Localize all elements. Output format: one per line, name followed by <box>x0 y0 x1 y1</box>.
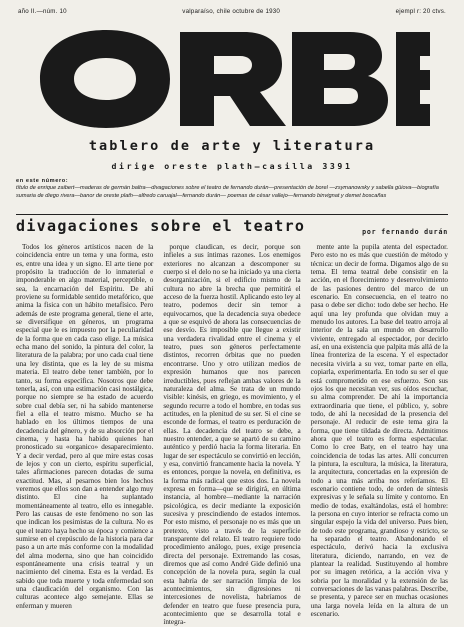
summary-text: título de enrique zaibert—maderas de germán baltra—divagaciones sobre el teatro de fernando durán—presentación de borel —zsymanowsky y sabella güiova—biografía sumaria de diego rivera—banor de oreste plath—alfredo caruajal—fernando durán— poemas de césar vallejo—fernando binvignat y demet boscañas <box>16 185 439 199</box>
place-date: valparaíso, chile octubre de 1930 <box>182 8 281 15</box>
issue-number: año II.—núm. 10 <box>18 8 67 15</box>
logo-letter-e <box>396 32 430 126</box>
logo-letter-b <box>292 32 388 126</box>
article-columns <box>16 243 448 627</box>
column-text: porque claudican, es decir, porque son infieles a sus íntimas razones. Los enemigos exteriores no alcanzan a descomponer su cuerpo si el delo no se ha iniciado ya una cierta desorganización, si el edificio mismo de la cultura no abre la brecha que permitirá el acceso de la fuerza hostil. Aplicando esto ley al teatro, podemos decir sin temor a equivocarnos, que la decadencia suya obedece a que se esquivó de ahora las consecuencias de ese desvío. Es imposible que llegue a existir una verdadera rivalidad entre el cinema y el teatro, pues son géneros perfectamente distintos, recorren órbitas que no pueden encontrarse. Uno y otro utilizan medios de expresión humanos que nos parecen irreductibles, pues reflejan ambas valores de la naturaleza del alma. Se trata de un mundo visible: kinésis, en griego, es movimiento, y el segundo recurre a todo el hombre, en todas sus actitudes, en la plenitud de su ser. Si el cine se esconde de formas, el teatro es perduración de ellas. La decadencia del teatro se debe, a nuestro entender, a que se apartó de su camino auténtico y perdió hacia la forma literaria. En lugar de ser espectáculo se convirtió en lección, y esa, convirtió francamente hacia la novela. Y es entonces, porque la novela, en definitiva, es la forma más radical que estos dos. La novela expresa en forma—que se dirigirá, en última instancia, al hombre—mediante la narración psicológica, es decir mediante la exposición sucesiva y prescindiendo de estados internos. Por esto mismo, el personaje no es más que un pretexto, visto a través de la superficie transparente del relato. El teatro requiere todo procedimiento análogo, pues, exige presencia directa del personaje. Extremando las cosas, diremos que así como André Gide definió una concepción de la novela pura, según la cual esta habría de ser narración limpia de los acontecimientos, sin digresiones ni intercesiones de novelista, habríamos de defender en teatro que fuese presencia pura, acontecimiento que se desarrolla total e íntegra- <box>163 243 301 627</box>
issue-summary <box>16 178 448 200</box>
logo-letter-r <box>180 32 286 126</box>
column-text: Todos los géneros artísticos nacen de la coincidencia entre un tema y una forma, esto es, entre una idea y un signo. El arte tiene por propósito la traducción de lo inmaterial e imponderable en algo material, perceptible, o sea, la encarnación del Espíritu. De ahí proviene su formidable sentido metafórico, que anima la fisica con un hábito metafísico. Pero además de este programa general, tiene el arte, se diversifique en géneros, un programa especial que le es impuesto por la peculiaridad de la forma que en cada caso elige. La música echa mano del sonido, la pintura del color, la literatura de la palabra; por uno cada cual tiene una ley distinta, que es la ley de su misma materia. El teatro debe tener también, por lo tanto, su forma específica. Nosotros que debe tenerla, así, con una estimación casi nostálgica, porque no siempre se ha estado de acuerdo sobre cual debía ser, ni ha sabido mantenerse fiel a ella el teatro mismo. Mucho se ha hablado en los últimos tiempos de una decadencia del género, y de su absorción por el cinema, y hasta ha habido quienes han pronosticado su «organico» desaparecimiento. Y a decir verdad, pero al que mire estas cosas de lejos y con un cierto, espíritu superficial, tales afirmaciones parecen dotadas de suma exactitud. Mas, al pesarnos bien los hechos veremos que ellos son dan a entender algo muy distinto. El cine ha suplantado momentáneamente al teatro, ello es innegable. Pero las causas de este fenómeno no son las que indican los pesimistas de la cultura. No es que el teatro haya hecho su época y comience a sumirse en el crepúsculo de la historia para dar paso a un arte más conforme con la modalidad del alma moderna, sino que han coincidido espontáneamente una crisis teatral y un nacimiento del cinema. Esta es la verdad. Es sabido que toda muerte y toda enfermedad son una claudicación del organismo. Con las culturas acontece algo semejante. Ellas se enferman y mueren <box>16 243 154 610</box>
issue-header-line <box>18 8 446 18</box>
article-column-3 <box>310 243 448 619</box>
article-title: divagaciones sobre el teatro <box>16 217 306 235</box>
article-byline: por fernando durán <box>362 228 448 236</box>
article-column-2 <box>163 243 301 627</box>
magazine-subtitle: tablero de arte y literatura <box>88 138 376 154</box>
divider-rule <box>16 214 448 215</box>
column-text: mente ante la pupila atenta del espectador. Pero esto no es más que cuestión de método y técnica: un decir de forma. Digamos algo de su tema. El tema teatral debe consistir en la acción, en el florecimiento y desenvolvimiento de las pasiones dentro del marco de un escenario. En consecuencia, en el teatro no pasa o debe ser dicho: todo debe ser hecho. He aquí una ley profunda que olvidan muy a menudo los autores. La base del teatro arroja al interior de la sala un mundo en desarrollo viviente, entregado al espectador, por decirlo así, en una existencia que palpita más allá de la línea fronteriza de la escena. Y el espectador necesita vivirla a su vez, tomar parte en ella, copiarla, experimentarla. En todo su ser el que está comprometido en ese esfuerzo. Son sus ojos los que necesitan ver, sus oídos escuchar, su alma comprender. De ahí la importancia extraordinaria que tiene, el público, y, sobre todo, de ahí la necesidad de la presencia del personaje. Al reducir de este tema gira la forma, que tiene tildada de directa. Admitimos ahora que el teatro es forma espectacular. Como lo cree Baty, en el teatro hay una coincidencia de todas las artes. Allí concurren la pintura, la escultura, la música, la literatura, la arquitectura, concertadas en la expresión de todo a una más arriba nos referíamos. El escenario contiene todo, de orden de síntesis expresivas y le señala su límite y contorno. En medio de todas, exaltándolas, está el hombre: la persona en cuyo interior se refracta como un singular espejo la vida del universo. Pues bien, de todo este programa, grandioso y estricto, se ha separado el teatro. Abandonando el espectáculo, derivó hacia la exclusiva literatura, diciendo, narrando, en vez de plantear la realidad. Sustituyendo al hombre por su imagen retórica, a la acción viva y sobria por la moralidad y la extensión de las conversaciones de las vanas palabras. Describe, se presenta, y parece ser en muchas ocasiones una larga novela leída en la altura de un escenario. <box>310 243 448 619</box>
director-line: dirige oreste plath—casilla 3391 <box>111 161 353 171</box>
article-column-1 <box>16 243 154 610</box>
logo-letter-o <box>40 30 170 128</box>
issue-price: ejempl r: 20 ctvs. <box>395 8 446 15</box>
summary-heading: en este número: <box>16 178 69 184</box>
orbe-logo <box>30 26 434 132</box>
